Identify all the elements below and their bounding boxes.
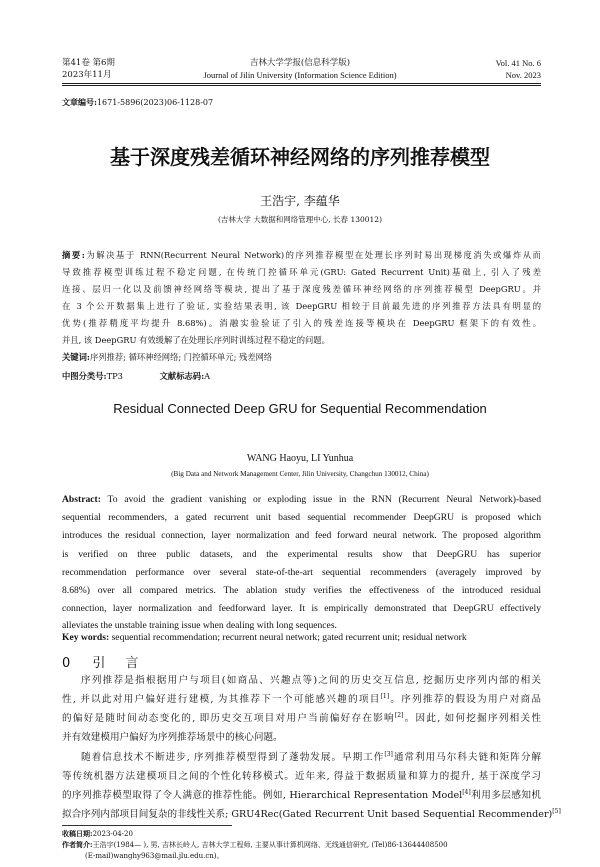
classification-line <box>62 370 210 382</box>
section-number: 0 <box>62 656 71 671</box>
received-label: 收稿日期: <box>62 829 93 838</box>
intro-line: 序列推荐是指根据用户与项目(如商品、兴趣点等)之间的历史交互信息, 挖掘历史序列内部的相关 <box>81 675 541 686</box>
received-value: 2023-04-20 <box>92 830 133 838</box>
keywords-cn-value: 序列推荐; 循环神经网络; 门控循环单元; 残差网络 <box>89 352 273 362</box>
clc-value: TP3 <box>106 371 123 381</box>
author-email: (E-mail)wanghy963@mail.jlu.edu.cn)。 <box>85 852 224 860</box>
citation: [3] <box>384 751 393 758</box>
abstract-cn-label: 摘要: <box>62 250 85 260</box>
footnote-rule <box>62 825 232 826</box>
section-title: 引 言 <box>92 656 147 671</box>
intro-line: 的偏好是随时间动态变化的, 即历史交互项目对用户当前偏好存在影响[2]。因此, 如何挖掘序列相关性 <box>62 712 541 724</box>
intro-line: 随着信息技术不断进步, 序列推荐模型得到了蓬勃发展。早期工作[3]通常利用马尔科夫链和矩阵分解 <box>81 751 541 763</box>
article-number <box>62 97 213 108</box>
keywords-en <box>62 630 541 645</box>
citation: [2] <box>394 712 404 719</box>
citation: [1] <box>380 693 390 700</box>
journal-name-en: Journal of Jilin University (Information Science Edition) <box>203 70 397 80</box>
article-number-label: 文章编号: <box>62 97 97 107</box>
date-cn: 2023年11月 <box>62 70 112 80</box>
document-code-label: 文献标志码: <box>159 371 205 381</box>
keywords-en-label: Key words: <box>62 632 110 643</box>
abstract-en-label: Abstract: <box>62 494 101 505</box>
abstract-en-line: recommendation performance over several state-of-the-art sequential recommenders (averagely improved by <box>62 567 541 578</box>
abstract-en-line: alleviates the unstable training issue when dealing with long sequences. <box>62 620 337 631</box>
abstract-cn-line: 在 3 个公开数据集上进行了验证, 实验结果表明, 该 DeepGRU 相较于目前最先进的序列推荐方法具有明显的 <box>62 301 541 311</box>
keywords-cn <box>62 350 541 364</box>
intro-line: 等传统机器方法建模项目之间的个性化转移模式。近年来, 得益于数据质量和算力的提升, 基于深度学习 <box>62 771 541 782</box>
authors-en: WANG Haoyu, LI Yunhua <box>246 453 354 464</box>
abstract-en-line: sequential recommenders, a gated recurrent unit based sequential recommender DeepGRU is proposed which <box>62 512 541 523</box>
received-date <box>62 829 541 839</box>
abstract-cn-line: 优势(推荐精度平均提升 8.68%)。消融实验验证了引入的残差连接等模块在 DeepGRU 框架下的有效性。 <box>62 318 541 328</box>
volume-issue-cn: 第41卷 第6期 <box>62 58 115 68</box>
abstract-cn-line: 连接、层归一化以及前馈神经网络等模块, 提出了基于深度残差循环神经网络的序列推荐模型 DeepGRU。并 <box>62 284 541 294</box>
abstract-en-line: introduces the residual connection, layer normalization and feed forward neural network. The proposed algorithm <box>62 530 541 541</box>
abstract-en-line: 8.68%) over all compared metrics. The ablation study verifies the effectiveness of the introduced residual <box>62 585 541 596</box>
author-bio <box>62 840 541 850</box>
abstract-en-line: Abstract: To avoid the gradient vanishing or exploding issue in the RNN (Recurrent Neural Network)-based <box>62 494 541 505</box>
authors-cn: 王浩宇, 李蕴华 <box>260 194 340 208</box>
header-rule-top <box>62 83 541 84</box>
header-rule-bottom <box>62 85 541 86</box>
section-heading <box>62 652 147 671</box>
intro-line: 性, 并以此对用户偏好进行建模, 为其推荐下一个可能感兴趣的项目[1]。序列推荐的假设为用户对商品 <box>62 693 542 705</box>
bio-value: 王浩宇(1984— ), 男, 吉林长岭人, 吉林大学工程师, 主要从事计算机网络、无线通信研究, (Tel)86-13644408500 <box>92 841 448 849</box>
date-en: Nov. 2023 <box>505 70 541 80</box>
keywords-cn-label: 关键词: <box>62 352 90 362</box>
bio-label: 作者简介: <box>62 840 93 849</box>
clc-label: 中图分类号: <box>62 371 107 381</box>
title-en: Residual Connected Deep GRU for Sequential Recommendation <box>113 401 487 416</box>
keywords-en-value: sequential recommendation; recurrent neural network; gated recurrent unit; residual network <box>111 632 467 643</box>
abstract-cn-line: 导致推荐模型训练过程不稳定问题, 在传统门控循环单元(GRU: Gated Recurrent Unit)基础上, 引入了残差 <box>62 267 541 277</box>
intro-line: 的序列推荐模型取得了令人满意的推荐性能。例如, Hierarchical Representation Model[4]利用多层感知机 <box>62 789 541 801</box>
journal-name-cn: 吉林大学学报(信息科学版) <box>249 58 351 68</box>
title-cn: 基于深度残差循环神经网络的序列推荐模型 <box>110 145 490 169</box>
abstract-cn-line: 摘要:为解决基于 RNN(Recurrent Neural Network)的序列推荐模型在处理长序列时易出现梯度消失或爆炸从而 <box>62 250 541 260</box>
document-code-value: A <box>204 371 211 381</box>
intro-line: 并有效建模用户偏好为序列推荐场景中的核心问题。 <box>62 732 283 743</box>
article-number-value: 1671-5896(2023)06-1128-07 <box>96 98 214 107</box>
intro-line: 拟合序列内部项目间复杂的非线性关系; GRU4Rec(Gated Recurrent Unit based Sequential Recommender)[5] <box>62 808 561 820</box>
citation: [5] <box>552 808 561 815</box>
affiliation-cn: (吉林大学 大数据和网络管理中心, 长春 130012) <box>217 215 383 224</box>
affiliation-en: (Big Data and Network Management Center, Jilin University, Changchun 130012, China) <box>171 470 429 478</box>
abstract-cn-line: 并且, 该 DeepGRU 有效缓解了在处理长序列时训练过程不稳定的问题。 <box>62 335 330 345</box>
volume-issue-en: Vol. 41 No. 6 <box>495 58 541 68</box>
abstract-en-line: is verified on three public datasets, and the experimental results show that DeepGRU has superior <box>62 549 541 560</box>
abstract-en-line: connection, layer normalization and feedforward layer. It is empirically demonstrated that DeepGRU effectively <box>62 603 541 614</box>
citation: [4] <box>462 789 471 796</box>
